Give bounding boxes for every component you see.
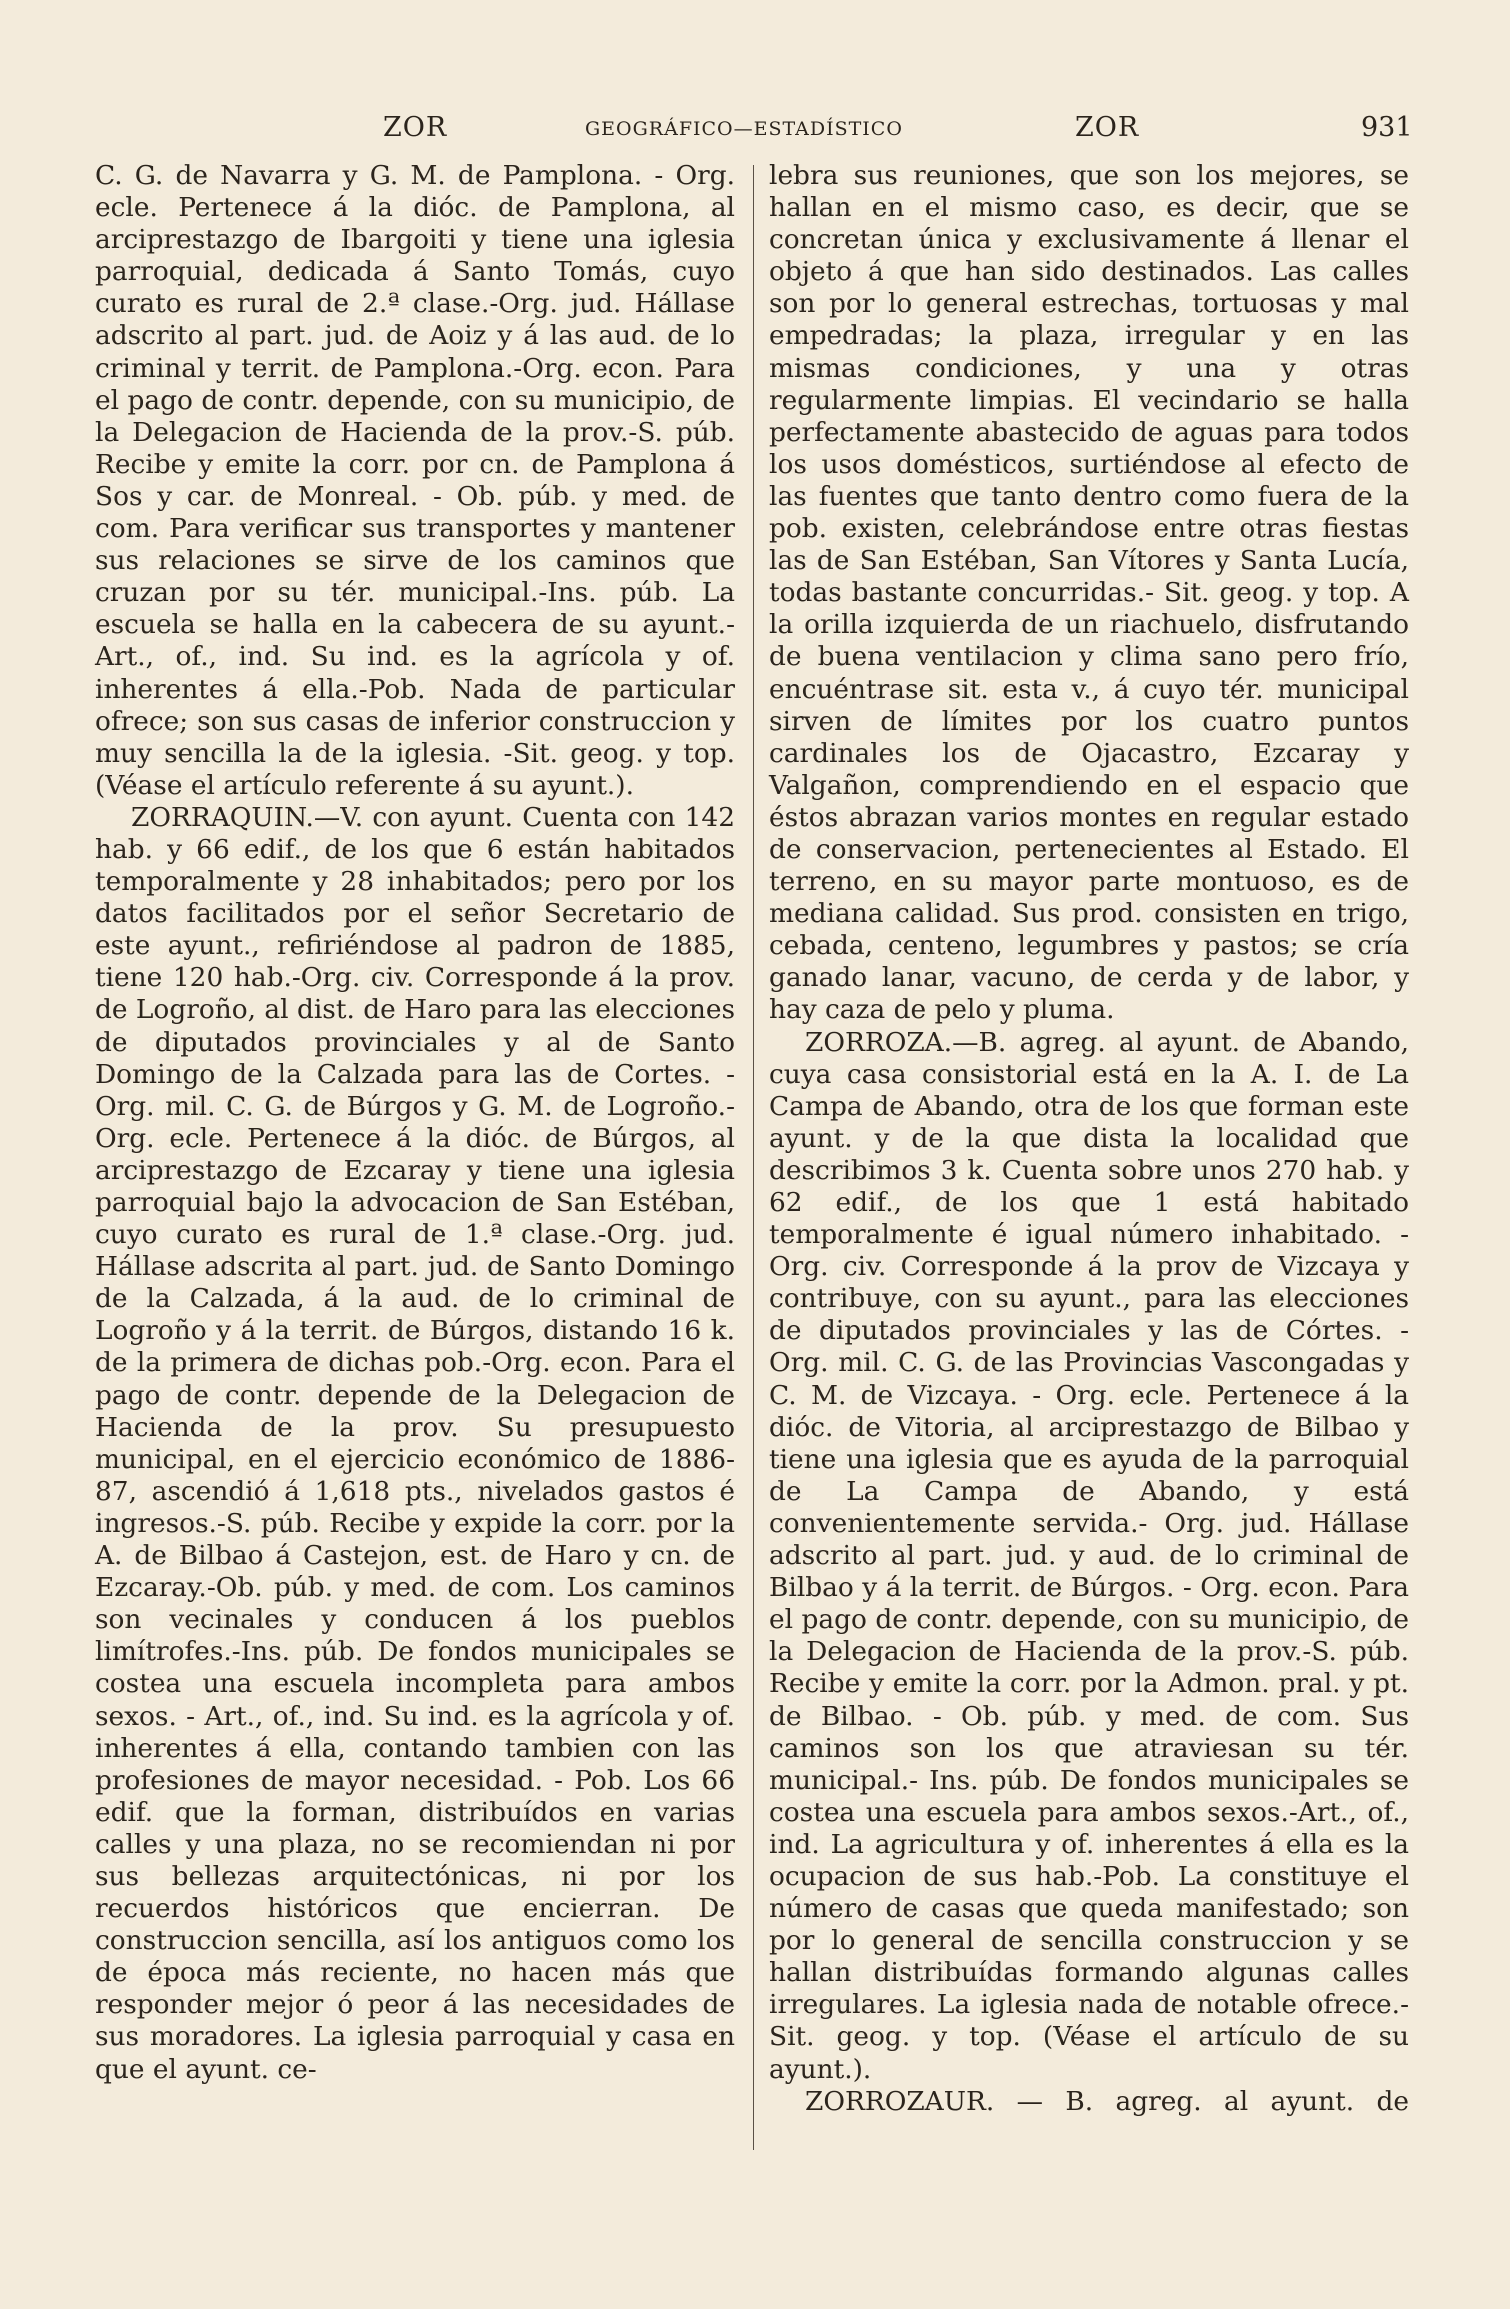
entry-zorrozaur: ZORROZAUR. — B. agreg. al ayunt. de xyxy=(805,2085,1409,2117)
left-column xyxy=(95,160,735,2086)
entry-continuation-text: C. G. de Navarra y G. M. de Pamplona. - Org. ecle. Pertenece á la dióc. de Pamplona, al arciprestazgo de Ibargoiti y tiene una iglesia parroquial, dedicada á Santo Tomás, cuyo curato es rural de 2.ª clase.-Org. jud. Hállase adscrito al part. jud. de Aoiz y á las aud. de lo criminal y territ. de Pamplona.-Org. econ. Para el pago de contr. depende, con su municipio, de la Delegacion de Hacienda de la prov.-S. púb. Recibe y emite la corr. por cn. de Pamplona á Sos y car. de Monreal. - Ob. púb. y med. de com. Para verificar sus transportes y mantener sus relaciones se sirve de los caminos que cruzan por su tér. municipal.-Ins. púb. La escuela se halla en la cabecera de su ayunt.-Art., of., ind. Su ind. es la agrícola y of. inherentes á ella.-Pob. Nada de particular ofrece; son sus casas de inferior construccion y muy sencilla la de la iglesia. -Sit. geog. y top. (Véase el artículo referente á su ayunt.). xyxy=(95,160,735,801)
header-title: GEOGRÁFICO—ESTADÍSTICO xyxy=(585,118,903,140)
header-left-guide-word: ZOR xyxy=(383,112,448,143)
entry-zorraquin-continuation: lebra sus reuniones, que son los mejores, se hallan en el mismo caso, es decir, que se concretan única y exclusivamente á llenar el objeto á que han sido destinados. Las calles son por lo general estrechas, tortuosas y mal empedradas; la plaza, irregular y en las mismas condiciones, y una y otras regularmente limpias. El vecindario se halla perfectamente abastecido de aguas para todos los usos domésticos, surtiéndose al efecto de las fuentes que tanto dentro como fuera de la pob. existen, celebrándose entre otras fiestas las de San Estéban, San Vítores y Santa Lucía, todas bastante concurridas.- Sit. geog. y top. A la orilla izquierda de un riachuelo, disfrutando de buena ventilacion y clima sano pero frío, encuéntrase sit. esta v., á cuyo tér. municipal sirven de límites por los cuatro puntos cardinales los de Ojacastro, Ezcaray y Valgañon, comprendiendo en el espacio que éstos abrazan varios montes en regular estado de conservacion, pertenecientes al Estado. El terreno, en su mayor parte montuoso, es de mediana calidad. Sus prod. consisten en trigo, cebada, centeno, legumbres y pastos; se cría ganado lanar, vacuno, de cerda y de labor, y hay caza de pelo y pluma. xyxy=(769,160,1409,1026)
right-column xyxy=(769,160,1409,2118)
entry-zorraquin: ZORRAQUIN.—V. con ayunt. Cuenta con 142 hab. y 66 edif., de los que 6 están habitados temporalmente y 28 inhabitados; pero por los datos facilitados por el señor Secretario de este ayunt., refiriéndose al padron de 1885, tiene 120 hab.-Org. civ. Corresponde á la prov. de Logroño, al dist. de Haro para las elecciones de diputados provinciales y al de Santo Domingo de la Calzada para las de Cortes. - Org. mil. C. G. de Búrgos y G. M. de Logroño.-Org. ecle. Pertenece á la dióc. de Búrgos, al arciprestazgo de Ezcaray y tiene una iglesia parroquial bajo la advocacion de San Estéban, cuyo curato es rural de 1.ª clase.-Org. jud. Hállase adscrita al part. jud. de Santo Domingo de la Calzada, á la aud. de lo criminal de Logroño y á la territ. de Búrgos, distando 16 k. de la primera de dichas pob.-Org. econ. Para el pago de contr. depende de la Delegacion de Hacienda de la prov. Su presupuesto municipal, en el ejercicio económico de 1886-87, ascendió á 1,618 pts., nivelados gastos é ingresos.-S. púb. Recibe y expide la corr. por la A. de Bilbao á Castejon, est. de Haro y cn. de Ezcaray.-Ob. púb. y med. de com. Los caminos son vecinales y conducen á los pueblos limítrofes.-Ins. púb. De fondos municipales se costea una escuela incompleta para ambos sexos. - Art., of., ind. Su ind. es la agrícola y of. inherentes á ella, contando tambien con las profesiones de mayor necesidad. - Pob. Los 66 edif. que la forman, distribuídos en varias calles y una plaza, no se recomiendan ni por sus bellezas arquitectónicas, ni por los recuerdos históricos que encierran. De construccion sencilla, así los antiguos como los de época más reciente, no hacen más que responder mejor ó peor á las necesidades de sus moradores. La iglesia parroquial y casa en que el ayunt. ce- xyxy=(95,801,735,2085)
page-header xyxy=(95,112,1413,148)
page-number: 931 xyxy=(1361,112,1413,143)
header-right-guide-word: ZOR xyxy=(1075,112,1140,143)
column-divider xyxy=(753,165,754,2150)
entry-zorroza: ZORROZA.—B. agreg. al ayunt. de Abando, cuya casa consistorial está en la A. I. de La Campa de Abando, otra de los que forman este ayunt. y de la que dista la localidad que describimos 3 k. Cuenta sobre unos 270 hab. y 62 edif., de los que 1 está habitado temporalmente é igual número inhabitado. - Org. civ. Corresponde á la prov de Vizcaya y contribuye, con su ayunt., para las elecciones de diputados provinciales y las de Córtes. - Org. mil. C. G. de las Provincias Vascongadas y C. M. de Vizcaya. - Org. ecle. Pertenece á la dióc. de Vitoria, al arciprestazgo de Bilbao y tiene una iglesia que es ayuda de la parroquial de La Campa de Abando, y está convenientemente servida.- Org. jud. Hállase adscrito al part. jud. y aud. de lo criminal de Bilbao y á la territ. de Búrgos. - Org. econ. Para el pago de contr. depende, con su municipio, de la Delegacion de Hacienda de la prov.-S. púb. Recibe y emite la corr. por la Admon. pral. y pt. de Bilbao. - Ob. púb. y med. de com. Sus caminos son los que atraviesan su tér. municipal.- Ins. púb. De fondos municipales se costea una escuela para ambos sexos.-Art., of., ind. La agricultura y of. inherentes á ella es la ocupacion de sus hab.-Pob. La constituye el número de casas que queda manifestado; son por lo general de sencilla construccion y se hallan distribuídas formando algunas calles irregulares. La iglesia nada de notable ofrece.-Sit. geog. y top. (Véase el artículo de su ayunt.). xyxy=(769,1026,1409,2085)
